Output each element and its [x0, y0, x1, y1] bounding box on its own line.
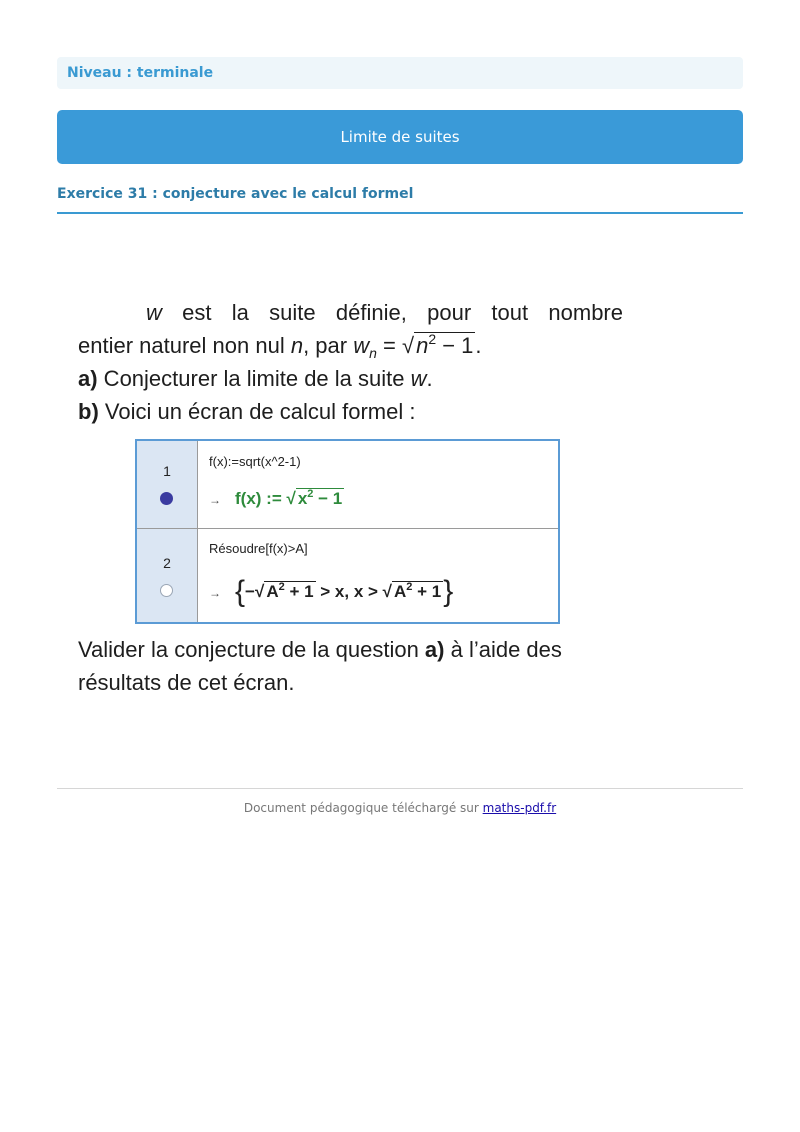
w-subscript: n [369, 345, 377, 361]
rad-variable: A [266, 582, 279, 601]
cas-output [209, 575, 453, 609]
statement-intro-text: est la suite définie, pour tout nombre [182, 300, 623, 325]
rad-exponent: 2 [278, 581, 285, 593]
rad-rest: − 1 [436, 333, 474, 358]
visibility-dot-icon[interactable] [160, 584, 173, 597]
rad-rest: + 1 [412, 582, 442, 601]
period: . [426, 366, 433, 391]
question-a-reference: a) [424, 637, 445, 662]
cas-row-gutter [137, 441, 198, 528]
sqrt-expression: $√n^2 - 1$ [401, 331, 474, 358]
rad-exponent: 2 [406, 581, 413, 593]
cas-input[interactable]: Résoudre[f(x)>A] [209, 541, 308, 556]
question-a-label: a) [78, 366, 98, 391]
arrow-icon: → [209, 586, 221, 600]
cas-row-1 [137, 441, 558, 529]
question-b-label: b) [78, 399, 99, 424]
cas-screen [135, 439, 560, 624]
validation-question [78, 633, 590, 699]
question-b [78, 395, 623, 428]
question-a [78, 362, 623, 395]
rad-variable: x [297, 489, 308, 508]
sqrt-expression: √ $A^2 + 1$ [382, 581, 442, 601]
exercise-statement [78, 296, 623, 428]
equals-sign: = [376, 333, 402, 358]
cas-row-gutter [137, 529, 198, 622]
sqrt-expression: √ $x^2 - 1$ [286, 488, 343, 508]
statement-line-1 [78, 296, 623, 329]
output-lhs: f(x) := [235, 489, 287, 508]
rad-exponent: 2 [307, 488, 314, 500]
n-variable: n [290, 333, 304, 358]
validation-text: à l’aide des résultats de cet écran. [78, 637, 562, 695]
arrow-icon: → [209, 493, 221, 507]
period: . [475, 333, 482, 358]
footer [57, 801, 743, 815]
cas-output [209, 489, 344, 509]
w-variable: w [353, 333, 370, 358]
footer-link[interactable]: maths-pdf.fr [482, 801, 557, 815]
level-label: Niveau : terminale [57, 57, 743, 89]
chapter-banner: Limite de suites [57, 110, 743, 164]
minus-sign: − [245, 582, 255, 601]
validation-text: Valider la conjecture de la question [78, 637, 425, 662]
cas-row-2 [137, 529, 558, 622]
exercise-title: Exercice 31 : conjecture avec le calcul formel [57, 186, 743, 214]
question-a-text: Conjecturer la limite de la suite [97, 366, 411, 391]
footer-divider [57, 788, 743, 789]
inequality-text: > x, x > [315, 582, 383, 601]
question-b-text: Voici un écran de calcul formel : [98, 399, 416, 424]
statement-text: entier naturel non nul [78, 333, 291, 358]
statement-text: , par [303, 333, 354, 358]
cas-row-number: 2 [163, 555, 171, 571]
rad-variable: n [416, 333, 429, 358]
sequence-variable: w [146, 300, 162, 325]
brace-open: { [235, 575, 246, 608]
rad-variable: A [394, 582, 407, 601]
cas-input[interactable]: f(x):=sqrt(x^2-1) [209, 454, 301, 469]
brace-close: } [443, 575, 454, 608]
cas-row-number: 1 [163, 463, 171, 479]
rad-exponent: 2 [428, 331, 437, 347]
visibility-dot-icon[interactable] [160, 492, 173, 505]
footer-text: Document pédagogique téléchargé sur [243, 801, 483, 815]
rad-rest: − 1 [313, 489, 343, 508]
question-a-variable: w [410, 366, 427, 391]
rad-rest: + 1 [284, 582, 314, 601]
statement-line-2 [78, 329, 623, 362]
sqrt-expression: √ $A^2 + 1$ [254, 581, 314, 601]
